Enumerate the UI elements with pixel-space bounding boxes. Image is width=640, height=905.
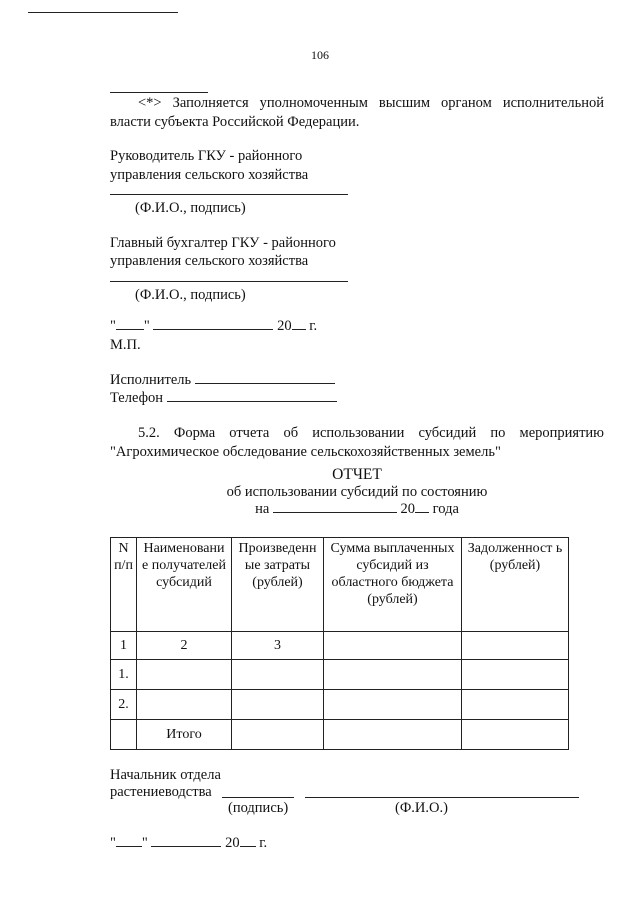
table-cell: 2. (111, 690, 137, 720)
total-empty-cell (462, 720, 569, 750)
footer-date-open-quote: " (110, 835, 116, 851)
footer-date-suffix: г. (259, 835, 268, 851)
executor-label: Исполнитель (110, 372, 192, 388)
head-signature-caption: (Ф.И.О., подпись) (135, 200, 246, 216)
footer-date-close-quote: " (141, 835, 148, 851)
header-debt: Задолженност ь (рублей) (462, 538, 569, 632)
table-cell: 1. (111, 660, 137, 690)
numbering-cell (324, 632, 462, 660)
footer-name-caption: (Ф.И.О.) (395, 800, 448, 816)
footer-date-day-blank (116, 834, 142, 847)
report-date-line (110, 500, 604, 518)
footer-name-line (305, 797, 579, 798)
table-numbering-row (111, 632, 569, 660)
report-year-prefix: 20 (400, 501, 416, 517)
numbering-cell (462, 632, 569, 660)
date-month-blank (153, 317, 273, 330)
date-year-blank (292, 317, 306, 330)
table-cell (462, 690, 569, 720)
table-cell (462, 660, 569, 690)
footer-date-year-prefix: 20 (225, 835, 240, 851)
phone-row (110, 389, 337, 407)
table-total-row (111, 720, 569, 750)
report-year-suffix: года (432, 501, 459, 517)
footer-title-line2: растениеводства (110, 784, 212, 800)
accountant-signature-line (110, 281, 348, 282)
table-header-row (111, 538, 569, 632)
total-empty-cell (111, 720, 137, 750)
stamp-place-label: М.П. (110, 337, 141, 353)
header-costs: Произведенн ые затраты (рублей) (232, 538, 324, 632)
head-title-line1: Руководитель ГКУ - районного (110, 148, 303, 164)
header-recipient: Наименовани е получателей субсидий (137, 538, 232, 632)
section-heading: 5.2. Форма отчета об использовании субсидий по мероприятию "Агрохимическое обследование сельскохозяйственных земель" (110, 425, 604, 460)
report-date-blank (273, 500, 397, 513)
top-edge-line (28, 12, 178, 13)
accountant-title-line1: Главный бухгалтер ГКУ - районного (110, 235, 336, 251)
date-open-quote: " (110, 318, 116, 334)
header-subsidy-amount: Сумма выплаченных субсидий из областного бюджета (рублей) (324, 538, 462, 632)
table-cell (324, 660, 462, 690)
phone-label: Телефон (110, 390, 163, 406)
page-number: 106 (311, 48, 329, 62)
table-cell (232, 690, 324, 720)
numbering-cell: 2 (137, 632, 232, 660)
date-day-blank (116, 317, 144, 330)
footer-date-year-blank (240, 834, 256, 847)
table-cell (137, 690, 232, 720)
date-close-quote: " (143, 318, 150, 334)
executor-blank (195, 371, 335, 384)
footnote-text: <*> Заполняется уполномоченным высшим органом исполнительной власти субъекта Российской Федерации. (110, 95, 604, 130)
total-empty-cell (232, 720, 324, 750)
total-empty-cell (324, 720, 462, 750)
total-label: Итого (137, 720, 232, 750)
footer-date-line (110, 834, 267, 852)
report-subtitle: об использовании субсидий по состоянию (226, 484, 488, 500)
table-row (111, 690, 569, 720)
accountant-title-line2: управления сельского хозяйства (110, 253, 309, 269)
date-year-suffix: г. (309, 318, 318, 334)
table-row (111, 660, 569, 690)
report-table (110, 537, 569, 750)
head-signature-line (110, 194, 348, 195)
report-year-blank (415, 500, 429, 513)
footer-signature-line (222, 797, 294, 798)
footnote-rule (110, 92, 208, 93)
accountant-signature-caption: (Ф.И.О., подпись) (135, 287, 246, 303)
table-cell (324, 690, 462, 720)
footer-date-month-blank (151, 834, 221, 847)
numbering-cell: 3 (232, 632, 324, 660)
head-title-line2: управления сельского хозяйства (110, 167, 309, 183)
report-title: ОТЧЕТ (332, 466, 382, 483)
table-cell (137, 660, 232, 690)
date-line (110, 317, 317, 335)
numbering-cell: 1 (111, 632, 137, 660)
phone-blank (167, 389, 337, 402)
report-date-on: на (255, 501, 270, 517)
header-number: N п/п (111, 538, 137, 632)
footer-title-line1: Начальник отдела (110, 767, 221, 783)
table-cell (232, 660, 324, 690)
footer-signature-caption: (подпись) (228, 800, 289, 816)
date-year-prefix: 20 (277, 318, 292, 334)
executor-row (110, 371, 335, 389)
